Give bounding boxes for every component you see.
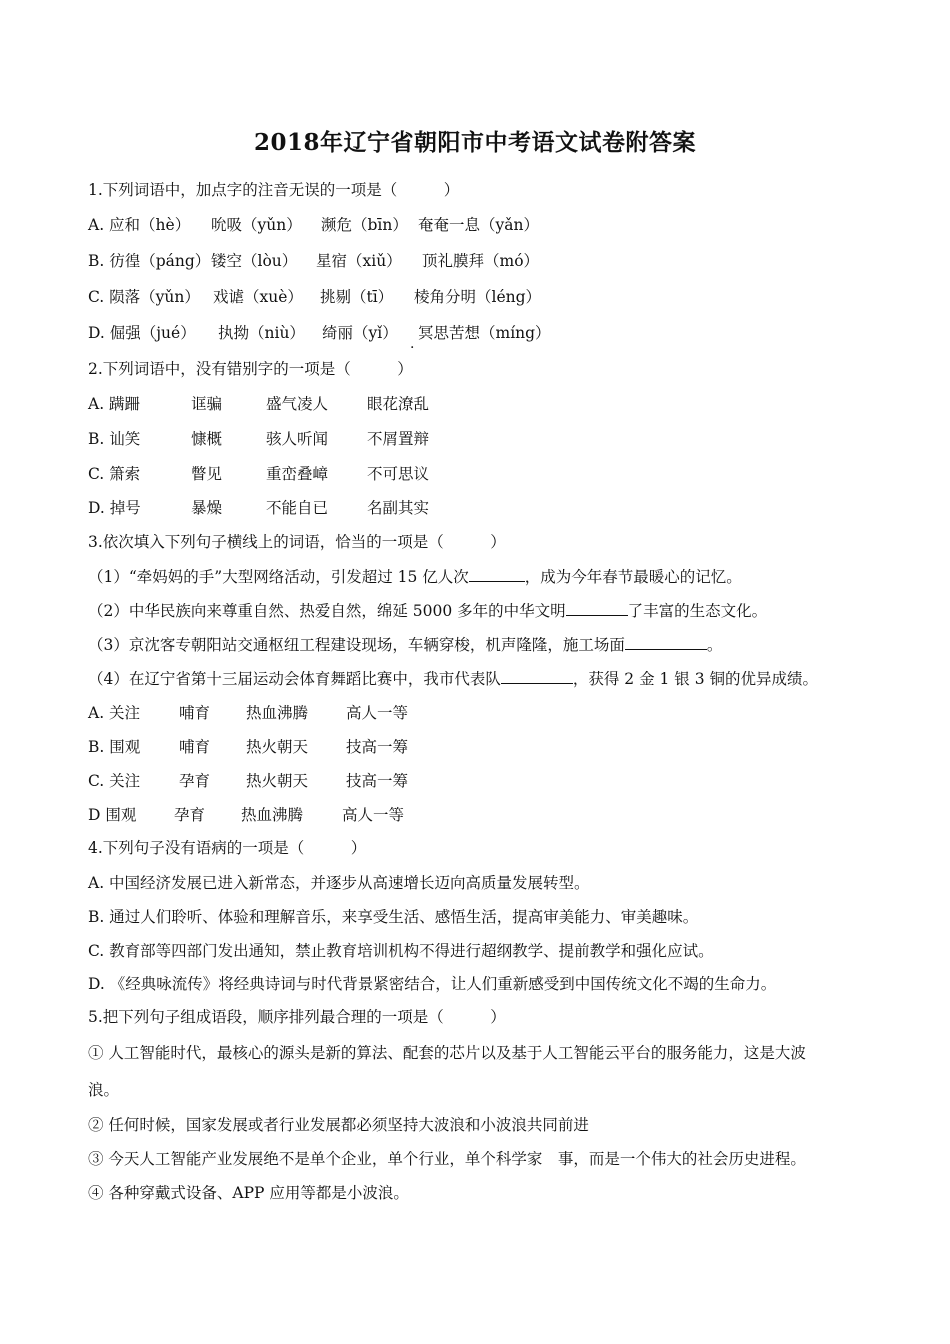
q1-option-b: B. 彷徨（páng） 镂空（lòu） 星宿（xiǔ） 顶礼膜拜（mó） xyxy=(88,252,540,270)
q3-option-a: A. 关注 哺育 热血沸腾 高人一等 xyxy=(88,704,409,722)
fill-blank-2[interactable] xyxy=(566,601,628,616)
q3-sentence-2: （2）中华民族向来尊重自然、热爱自然，绵延 5000 多年的中华文明 了丰富的生态文化。 xyxy=(88,602,768,620)
q3-option-c: C. 关注 孕育 热火朝天 技高一筹 xyxy=(88,772,409,790)
q4-option-c: C. 教育部等四部门发出通知，禁止教育培训机构不得进行超纲教学、提前教学和强化应试。 xyxy=(88,942,714,960)
q3-option-d: D 围观 孕育 热血沸腾 高人一等 xyxy=(88,806,405,824)
fill-blank-3[interactable] xyxy=(625,635,707,650)
q4-option-d: D. 《经典咏流传》将经典诗词与时代背景紧密结合，让人们重新感受到中国传统文化不竭的生命力。 xyxy=(88,975,777,993)
emphasis-dot-icon: · xyxy=(410,340,415,356)
q3-sentence-4: （4）在辽宁省第十三届运动会体育舞蹈比赛中，我市代表队 ，获得 2 金 1 银 3 铜的优异成绩。 xyxy=(88,670,819,688)
q2-option-a: A. 蹒跚 诓骗 盛气凌人 眼花潦乱 xyxy=(88,395,430,413)
q1-option-d: D. 倔强（jué） 执拗（niù） 绮丽（yǐ） 冥思苦想（míng） xyxy=(88,324,551,342)
q5-sentence-4: ④ 各种穿戴式设备、APP 应用等都是小波浪。 xyxy=(88,1184,409,1202)
q2-option-d: D. 掉号 暴燥 不能自已 名副其实 xyxy=(88,499,430,517)
q5-stem: 5.把下列句子组成语段，顺序排列最合理的一项是（ ） xyxy=(88,1008,506,1026)
fill-blank-4[interactable] xyxy=(501,669,573,684)
q5-sentence-1-cont: 浪。 xyxy=(88,1081,120,1099)
document-title: 2018年辽宁省朝阳市中考语文试卷附答案 xyxy=(253,129,696,156)
fill-blank-1[interactable] xyxy=(469,567,525,582)
q2-option-c: C. 箫索 瞥见 重峦叠嶂 不可思议 xyxy=(88,465,430,483)
q4-option-a: A. 中国经济发展已进入新常态，并逐步从高速增长迈向高质量发展转型。 xyxy=(88,874,590,892)
q4-stem: 4.下列句子没有语病的一项是（ ） xyxy=(88,839,367,857)
q5-sentence-3: ③ 今天人工智能产业发展绝不是单个企业，单个行业，单个科学家 事，而是一个伟大的社会历史进程。 xyxy=(88,1150,806,1168)
q3-sentence-3: （3）京沈客专朝阳站交通枢纽工程建设现场，车辆穿梭，机声隆隆，施工场面 。 xyxy=(88,636,723,654)
q5-sentence-1: ① 人工智能时代，最核心的源头是新的算法、配套的芯片以及基于人工智能云平台的服务能力，这是大波 xyxy=(88,1044,806,1062)
q3-sentence-1: （1）“牵妈妈的手”大型网络活动，引发超过 15 亿人次 ，成为今年春节最暖心的记忆。 xyxy=(88,568,742,586)
q3-stem: 3.依次填入下列句子横线上的词语，恰当的一项是（ ） xyxy=(88,533,506,551)
q1-option-a: A. 应和（hè） 吮吸（yǔn） 濒危（bīn） 奄奄一息（yǎn） xyxy=(88,216,539,234)
q3-option-b: B. 围观 哺育 热火朝天 技高一筹 xyxy=(88,738,409,756)
q4-option-b: B. 通过人们聆听、体验和理解音乐，来享受生活、感悟生活，提高审美能力、审美趣味。 xyxy=(88,908,699,926)
q1-stem: 1.下列词语中，加点字的注音无误的一项是（ ） xyxy=(88,181,460,199)
q5-sentence-2: ② 任何时候，国家发展或者行业发展都必须坚持大波浪和小波浪共同前进 xyxy=(88,1116,589,1134)
q2-stem: 2.下列词语中，没有错别字的一项是（ ） xyxy=(88,360,413,378)
q2-option-b: B. 讪笑 慷概 骇人听闻 不屑置辩 xyxy=(88,430,430,448)
q1-option-c: C. 陨落（yǔn） 戏谑（xuè） 挑剔（tī） 棱角分明（léng） xyxy=(88,288,542,306)
